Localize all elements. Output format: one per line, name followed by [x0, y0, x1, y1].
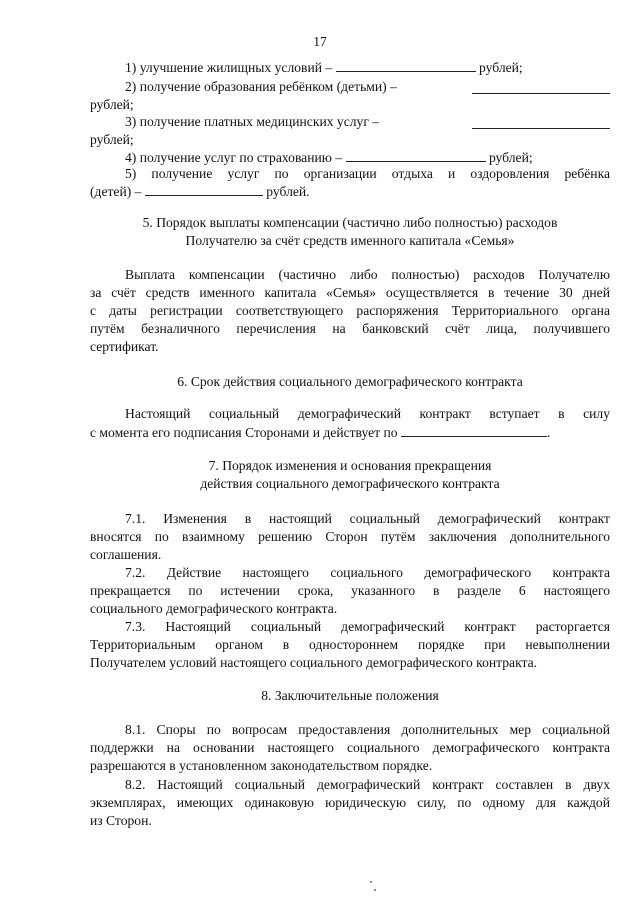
section-8-title: 8. Заключительные положения: [261, 688, 439, 703]
list-item-1: [90, 58, 610, 77]
section-5-paragraph-line2: за счёт средств именного капитала «Семья» осуществляется в течение 30 дней: [90, 285, 610, 300]
list-item-2-text: 2) получение образования ребёнком (детьми) –: [125, 79, 397, 94]
fill-in-blank: [472, 80, 610, 94]
section-7-1-line2: вносятся по взаимному решению Сторон путём заключения дополнительного: [90, 529, 610, 544]
fill-in-blank: [336, 58, 476, 72]
fill-in-blank: [401, 423, 547, 437]
section-6-paragraph-line2: [90, 423, 610, 442]
section-5-title-line2: Получателю за счёт средств именного капитала «Семья»: [185, 233, 515, 248]
section-5-paragraph-line4: путём безналичного перечисления на банковский счёт лица, получившего: [90, 321, 610, 336]
section-7-title-line2: действия социального демографического контракта: [200, 476, 500, 491]
section-8-2-line2: экземплярах, имеющих одинаковую юридическую силу, по одному для каждой: [90, 795, 610, 810]
section-8-1-line1: 8.1. Споры по вопросам предоставления дополнительных мер социальной: [125, 722, 610, 737]
list-item-3-text: 3) получение платных медицинских услуг –: [125, 114, 380, 129]
section-7-2-line1: 7.2. Действие настоящего социального демографического контракта: [125, 565, 610, 580]
list-item-2-continued: рублей;: [90, 97, 134, 112]
section-7-1-line3: соглашения.: [90, 547, 162, 562]
list-item-4-text: 4) получение услуг по страхованию –: [125, 150, 343, 165]
list-item-5-text: (детей) –: [90, 184, 142, 199]
section-5-title-line1: 5. Порядок выплаты компенсации (частично либо полностью) расходов: [142, 215, 558, 230]
page-number: 17: [313, 34, 327, 49]
section-8-1-line2: поддержки на основании настоящего социального демографического контракта: [90, 740, 610, 755]
section-8-1-line3: разрешаются в установленном законодательством порядке.: [90, 758, 433, 773]
fill-in-blank: [472, 115, 610, 129]
section-7-3-line3: Получателем условий настоящего социального демографического контракта.: [90, 655, 538, 670]
list-item-3: [90, 113, 610, 131]
list-item-5-unit: рублей.: [266, 184, 310, 199]
section-7-3-line1: 7.3. Настоящий социальный демографический контракт расторгается: [125, 619, 610, 634]
fill-in-blank: [145, 182, 263, 196]
section-7-1-line1: 7.1. Изменения в настоящий социальный демографический контракт: [125, 511, 610, 526]
list-item-2: [90, 78, 610, 96]
scan-speck: [374, 889, 376, 891]
section-6-paragraph-text: с момента его подписания Сторонами и действует по: [90, 425, 398, 440]
section-7-2-line2: прекращается по истечении срока, указанного в разделе 6 настоящего: [90, 583, 610, 598]
list-item-3-continued: рублей;: [90, 132, 134, 147]
list-item-5-line2: [90, 182, 610, 201]
list-item-4-unit: рублей;: [488, 150, 533, 165]
section-6-period: .: [546, 425, 551, 440]
section-5-paragraph-line5: сертификат.: [90, 339, 159, 354]
section-5-paragraph-line3: с даты регистрации соответствующего распоряжения Территориального органа: [90, 303, 610, 318]
list-item-5-line1: 5) получение услуг по организации отдыха и оздоровления ребёнка: [125, 166, 610, 181]
fill-in-blank: [346, 148, 486, 162]
list-item-1-unit: рублей;: [479, 60, 523, 75]
section-7-3-line2: Территориальным органом в одностороннем порядке при невыполнении: [90, 637, 610, 652]
section-7-2-line3: социального демографического контракта.: [90, 601, 338, 616]
scan-speck: [370, 881, 372, 883]
section-7-title-line1: 7. Порядок изменения и основания прекращения: [208, 458, 492, 473]
section-8-2-line1: 8.2. Настоящий социальный демографический контракт составлен в двух: [125, 777, 610, 792]
list-item-1-text: 1) улучшение жилищных условий –: [125, 60, 333, 75]
section-6-paragraph-line1: Настоящий социальный демографический контракт вступает в силу: [125, 406, 610, 421]
section-8-2-line3: из Сторон.: [90, 813, 152, 828]
section-5-paragraph-line1: Выплата компенсации (частично либо полностью) расходов Получателю: [125, 267, 610, 282]
section-6-title: 6. Срок действия социального демографического контракта: [177, 374, 523, 389]
